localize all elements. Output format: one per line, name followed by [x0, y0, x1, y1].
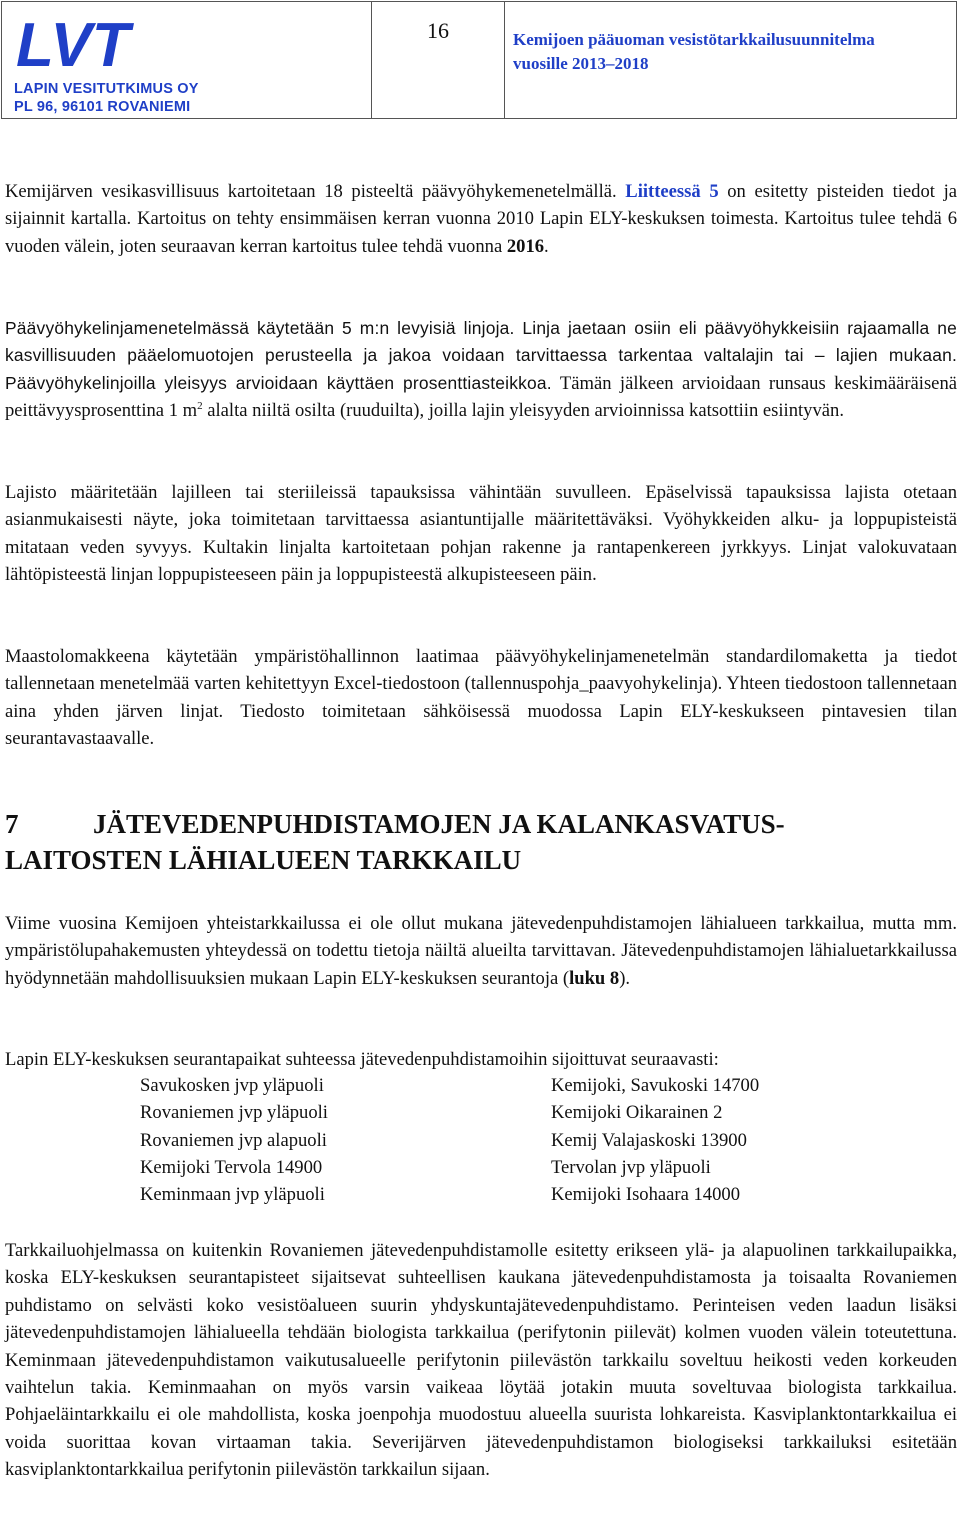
p2-superscript: 2: [197, 400, 203, 413]
p5-text-a: Viime vuosina Kemijoen yhteistarkkailussa ei ole ollut mukana jätevedenpuhdistamojen lähialueen tarkkailua, mutta mm. ympäristölupahakemusten yhteydessä on todettu tietoja näiltä alueilta tarvittavan. Jätevedenpuhdistamojen lähialuetarkkailussa hyödynnetään mahdollisuuksien mukaan Lapin ELY-keskuksen seurantoja (: [5, 913, 957, 989]
site-row: [140, 1072, 840, 1099]
paragraph-6: Lapin ELY-keskuksen seurantapaikat suhteessa jätevedenpuhdistamoihin sijoittuvat seuraavasti:: [5, 1049, 719, 1070]
org-name-line: LAPIN VESITUTKIMUS OY: [14, 81, 199, 97]
lvt-logo: [16, 16, 151, 70]
site-right: Kemijoki Oikarainen 2: [551, 1102, 723, 1124]
p1-text-c: .: [544, 235, 549, 257]
header-page-cell: [372, 2, 505, 118]
site-right: Kemij Valajaskoski 13900: [551, 1129, 747, 1151]
chapter-reference: luku 8: [569, 967, 620, 989]
section-heading: [5, 806, 955, 878]
paragraph-1: [5, 178, 957, 260]
header-title-cell: [505, 2, 956, 118]
p2-text-c: alalta niiltä osilta (ruuduilta), joilla lajin yleisyyden arvioinnissa katsottiin esiintyvän.: [202, 400, 844, 422]
page-header: [1, 1, 957, 119]
site-left: Savukosken jvp yläpuoli: [140, 1075, 324, 1096]
p5-text-b: ).: [619, 967, 631, 989]
appendix-reference: Liitteessä 5: [625, 181, 719, 202]
site-right: Kemijoki Isohaara 14000: [551, 1184, 740, 1206]
paragraph-5: [5, 910, 957, 992]
paragraph-7: Tarkkailuohjelmassa on kuitenkin Rovaniemen jätevedenpuhdistamolle esitetty erikseen ylä- ja alapuolinen tarkkailupaikka, koska ELY-keskuksen seurantapisteet sijaitsevat suhteellisen kaukana jätevedenpuhdistamosta ja toisaalta Rovaniemen puhdistamo on selvästi koko vesistöalueen suurin yhdyskuntajätevedenpuhdistamo. Perinteisen veden laadun lisäksi jätevedenpuhdistamojen lähialueella tehdään biologista tarkkailua (perifytonin piilevät) kolmen vuoden välein toteutettuna. Keminmaan jätevedenpuhdistamon vaikutusalueelle perifytonin piilevästön tarkkailu soveltuu heikosti veden korkeuden vaihtelun takia. Keminmaahan on myös varsin vaikeaa löytää jotakin muuta soveltuvaa biologista tarkkailua. Pohjaeläintarkkailu ei ole mahdollista, koska joenpohja muodostuu alueella suurista lohkareista. Kasviplanktontarkkailua ei voida suorittaa kovan virtaaman takia. Severijärven jätevedenpuhdistamon biologiseksi tarkkailuksi esitetään kasviplanktontarkkailua perifytonin piilevästön tarkkailun sijaan.: [5, 1240, 957, 1481]
site-row: [140, 1154, 840, 1181]
section-title-line2: LAITOSTEN LÄHIALUEEN TARKKAILU: [5, 845, 522, 875]
paragraph-3: Lajisto määritetään lajilleen tai steriileissä tapauksissa vähintään suvulleen. Epäselvissä tapauksissa lajista otetaan asianmukaisesti näyte, joka toimitetaan tarvittaessa asiantuntijalle määritettäväksi. Vyöhykkeiden alku- ja loppupisteistä mitataan veden syvyys. Kultakin linjalta kartoitetaan pohjan rakenne ja rantapenkereen jyrkkyys. Linjat valokuvataan lähtöpisteestä linjan loppupisteeseen päin ja loppupisteestä alkupisteeseen päin.: [5, 482, 957, 586]
site-row: [140, 1181, 840, 1208]
org-address: [14, 80, 199, 116]
site-left: Rovaniemen jvp alapuoli: [140, 1129, 327, 1151]
paragraph-2: [5, 315, 957, 425]
p1-text-a: Kemijärven vesikasvillisuus kartoitetaan 18 pisteeltä päävyöhykemenetelmällä.: [5, 181, 626, 202]
document-title-line2: vuosille 2013–2018: [513, 54, 649, 73]
site-right: Kemijoki, Savukoski 14700: [551, 1075, 760, 1096]
paragraph-4: Maastolomakkeena käytetään ympäristöhallinnon laatimaa päävyöhykelinjamenetelmän standardilomaketta ja tiedot tallennetaan menetelmää varten kehitettyyn Excel-tiedostoon (tallennuspohja_paavyohykelinja). Yhteen tiedostoon tallennetaan aina yhden järven linjat. Tiedosto toimitetaan sähköisessä muodossa Lapin ELY-keskukseen pintavesien tilan seurantavastaavalle.: [5, 646, 957, 750]
page-number: 16: [427, 18, 449, 43]
header-logo-cell: [2, 2, 372, 118]
svg-text:LVT: LVT: [16, 16, 130, 70]
document-title-line1: Kemijoen pääuoman vesistötarkkailusuunnitelma: [513, 30, 875, 49]
section-title-line1: JÄTEVEDENPUHDISTAMOJEN JA KALANKASVATUS-: [93, 809, 785, 839]
p1-year: 2016: [506, 235, 545, 257]
site-row: [140, 1099, 840, 1126]
site-left: Keminmaan jvp yläpuoli: [140, 1184, 325, 1206]
p1-text-b: on esitetty pisteiden tiedot ja sijainnit kartalla. Kartoitus on tehty ensimmäisen kerran vuonna 2010 Lapin ELY-keskuksen toimesta. Kartoitus tulee tehdä 6 vuoden välein, joten seuraavan kerran kartoitus tulee tehdä vuonna: [5, 181, 957, 257]
document-title: [513, 28, 875, 76]
monitoring-sites-list: [140, 1072, 840, 1208]
p2-text-a: Päävyöhykelinjamenetelmässä käytetään 5 m:n levyisiä linjoja. Linja jaetaan osiin eli päävyöhykkeisiin rajaamalla ne kasvillisuuden pääelomuotojen perusteella ja jakoa voidaan tarvittaessa tarkentaa valtalajin tai – lajien mukaan. Päävyöhykelinjoilla yleisyys arvioidaan käyttäen prosenttiasteikkoa.: [5, 318, 957, 393]
p2-text-b: Tämän jälkeen arvioidaan runsaus keskimääräisenä peittävyysprosenttina 1 m: [5, 372, 957, 422]
site-right: Tervolan jvp yläpuoli: [551, 1156, 711, 1178]
section-number: 7: [5, 809, 19, 839]
site-row: [140, 1127, 840, 1154]
site-left: Kemijoki Tervola 14900: [140, 1156, 323, 1178]
org-address-line: PL 96, 96101 ROVANIEMI: [14, 99, 191, 115]
site-left: Rovaniemen jvp yläpuoli: [140, 1102, 328, 1124]
